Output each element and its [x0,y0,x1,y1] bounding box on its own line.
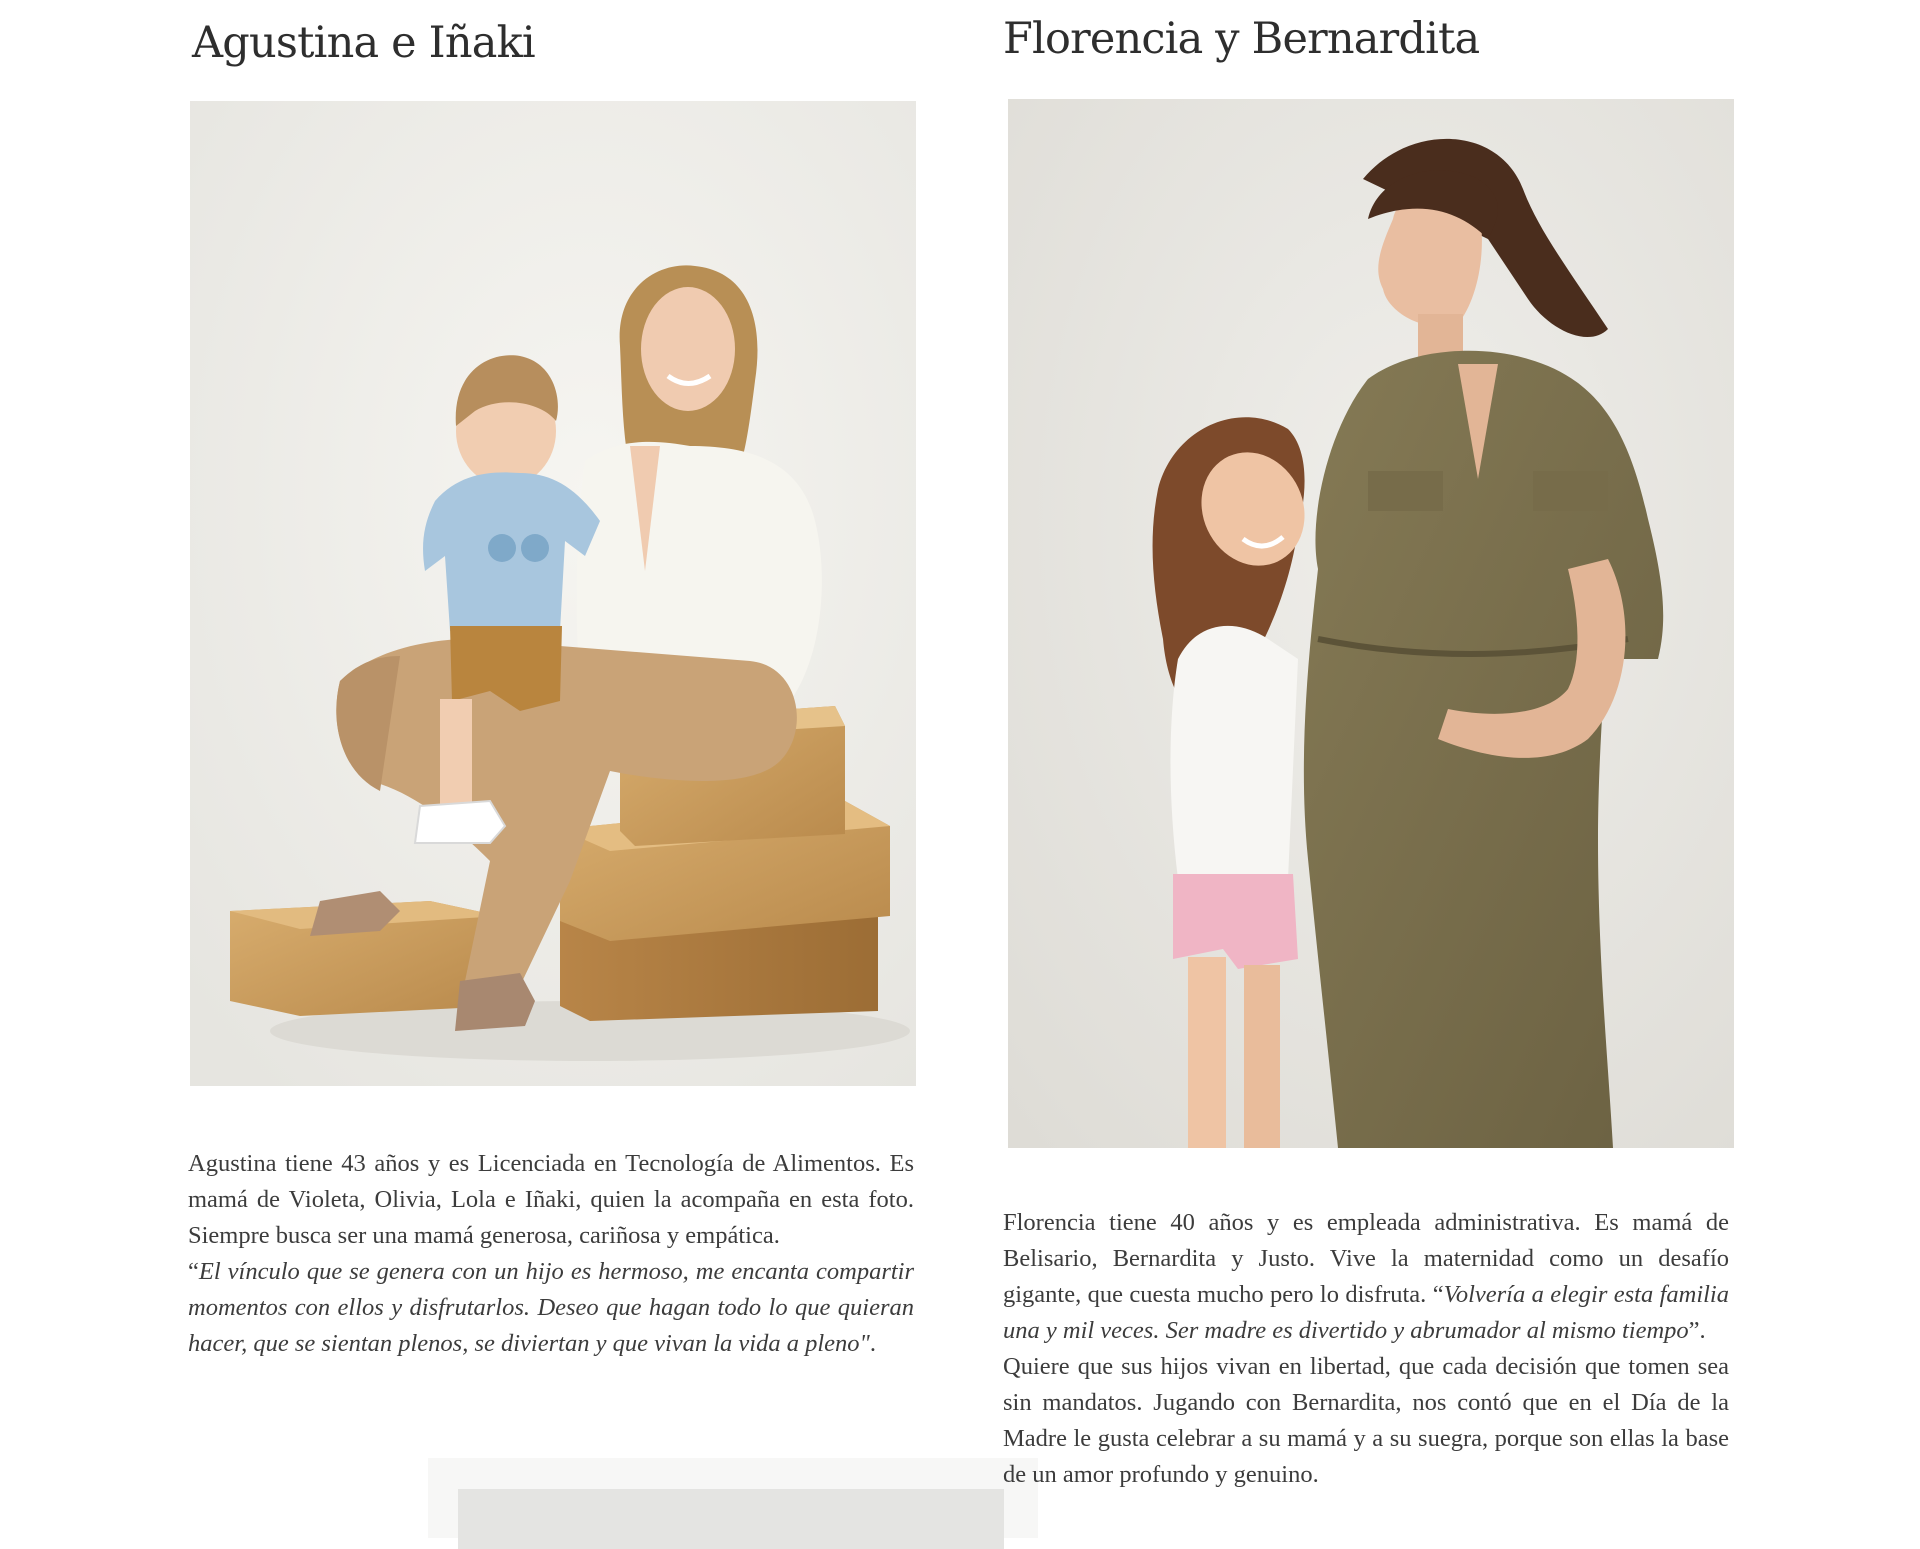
next-profile-card-preview [428,1458,1038,1538]
quote-close-mark: . [869,1330,876,1357]
profile-bio [1003,1205,1729,1493]
bio-text-continued: Quiere que sus hijos vivan en libertad, que cada decisión que tomen sea sin mandatos. Jugando con Bernardita, nos contó que en el Día de la Madre le gusta celebrar a su mamá y a su suegra, porque son ellas la base de un amor profundo y genuino. [1003,1353,1729,1488]
profile-title: Agustina e Iñaki [192,18,535,68]
profile-photo [1008,99,1734,1148]
bio-text: Agustina tiene 43 años y es Licenciada en Tecnología de Alimentos. Es mamá de Violeta, Olivia, Lola e Iñaki, quien la acompaña en esta foto. Siempre busca ser una mamá generosa, cariñosa y empática. [188,1150,914,1249]
profile-photo [190,101,916,1086]
profile-quote: El vínculo que se genera con un hijo es hermoso, me encanta compartir momentos con ellos y disfrutarlos. Deseo que hagan todo lo que quieran hacer, que se sientan plenos, se diviertan y que vivan la vida a pleno" [188,1258,914,1357]
profile-bio [188,1146,914,1362]
photo-mother-and-daughter-hugging [1008,99,1734,1148]
quote-open-mark: “ [1426,1281,1444,1308]
next-profile-photo-preview [458,1489,1004,1549]
profile-title: Florencia y Bernardita [1003,14,1480,64]
quote-open-mark: “ [188,1258,199,1285]
bio-text: Florencia tiene 40 años y es empleada administrativa. Es mamá de Belisario, Bernardita y Justo. Vive la maternidad como un desafío gigante, que cuesta mucho pero lo disfruta. [1003,1209,1729,1308]
quote-close-mark: ”. [1688,1317,1706,1344]
profile-quote: Volvería a elegir esta familia una y mil veces. Ser madre es divertido y abrumador al mismo tiempo [1003,1281,1729,1344]
photo-mother-and-son-on-crates [190,101,916,1086]
